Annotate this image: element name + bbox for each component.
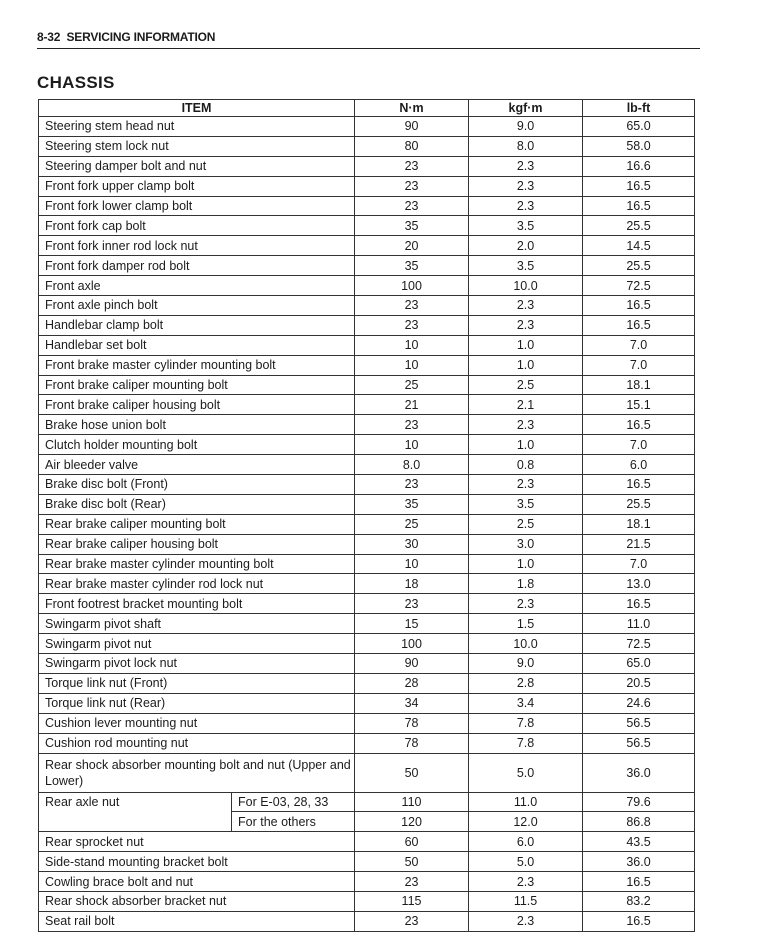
nm-cell: 15 (355, 614, 469, 634)
lbft-cell: 72.5 (583, 276, 695, 296)
lbft-cell: 16.5 (583, 911, 695, 931)
nm-cell: 90 (355, 654, 469, 674)
kgfm-cell: 2.3 (469, 475, 583, 495)
section-title: CHASSIS (37, 73, 115, 92)
item-cell: Swingarm pivot lock nut (39, 654, 355, 674)
item-cell: Rear brake master cylinder mounting bolt (39, 554, 355, 574)
nm-cell: 23 (355, 872, 469, 892)
nm-cell: 25 (355, 514, 469, 534)
kgfm-cell: 1.0 (469, 355, 583, 375)
table-row (39, 673, 695, 693)
nm-cell: 60 (355, 832, 469, 852)
nm-cell: 78 (355, 713, 469, 733)
table-row (39, 196, 695, 216)
item-cell: Rear sprocket nut (39, 832, 355, 852)
item-cell: Side-stand mounting bracket bolt (39, 852, 355, 872)
item-cell: Cushion lever mounting nut (39, 713, 355, 733)
item-cell: Front fork inner rod lock nut (39, 236, 355, 256)
table-header-row (39, 100, 695, 117)
kgfm-cell: 1.0 (469, 435, 583, 455)
table-row (39, 156, 695, 176)
kgfm-cell: 1.0 (469, 554, 583, 574)
table-row (39, 335, 695, 355)
item-cell: Cushion rod mounting nut (39, 733, 355, 753)
lbft-cell: 86.8 (583, 812, 695, 832)
table-row (39, 574, 695, 594)
nm-cell: 23 (355, 315, 469, 335)
table-row (39, 296, 695, 316)
nm-cell: 10 (355, 335, 469, 355)
item-cell: Air bleeder valve (39, 455, 355, 475)
table-row (39, 852, 695, 872)
table-body-tail (39, 832, 695, 931)
nm-cell: 115 (355, 891, 469, 911)
nm-cell: 50 (355, 753, 469, 792)
nm-cell: 23 (355, 176, 469, 196)
lbft-cell: 56.5 (583, 733, 695, 753)
item-cell: Rear shock absorber mounting bolt and nut (Upper and Lower) (39, 753, 355, 792)
nm-cell: 10 (355, 355, 469, 375)
item-cell: Torque link nut (Front) (39, 673, 355, 693)
item-cell: Steering stem head nut (39, 117, 355, 137)
lbft-cell: 25.5 (583, 216, 695, 236)
item-cell: Seat rail bolt (39, 911, 355, 931)
lbft-cell: 7.0 (583, 554, 695, 574)
item-cell: Steering damper bolt and nut (39, 156, 355, 176)
item-cell: Front axle (39, 276, 355, 296)
table-row (39, 554, 695, 574)
table-row (39, 455, 695, 475)
nm-cell: 100 (355, 634, 469, 654)
kgfm-cell: 2.3 (469, 594, 583, 614)
table-row (39, 713, 695, 733)
nm-cell: 28 (355, 673, 469, 693)
table-row (39, 911, 695, 931)
kgfm-cell: 11.0 (469, 792, 583, 812)
page-number: 8-32 (37, 30, 61, 44)
lbft-cell: 6.0 (583, 455, 695, 475)
page-header (37, 30, 700, 49)
item-cell: Swingarm pivot nut (39, 634, 355, 654)
lbft-cell: 16.5 (583, 296, 695, 316)
kgfm-cell: 6.0 (469, 832, 583, 852)
lbft-cell: 65.0 (583, 117, 695, 137)
item-cell: Rear brake caliper mounting bolt (39, 514, 355, 534)
table-row (39, 753, 695, 792)
kgfm-cell: 2.3 (469, 176, 583, 196)
column-header-nm: N·m (355, 100, 469, 117)
table-row (39, 315, 695, 335)
lbft-cell: 79.6 (583, 792, 695, 812)
nm-cell: 78 (355, 733, 469, 753)
kgfm-cell: 5.0 (469, 852, 583, 872)
kgfm-cell: 3.5 (469, 256, 583, 276)
lbft-cell: 7.0 (583, 355, 695, 375)
kgfm-cell: 3.0 (469, 534, 583, 554)
lbft-cell: 7.0 (583, 335, 695, 355)
table-row (39, 276, 695, 296)
item-cell: Rear brake caliper housing bolt (39, 534, 355, 554)
table-row (39, 355, 695, 375)
item-cell: Front brake caliper mounting bolt (39, 375, 355, 395)
item-cell: Front fork damper rod bolt (39, 256, 355, 276)
lbft-cell: 72.5 (583, 634, 695, 654)
column-header-lbft: lb-ft (583, 100, 695, 117)
kgfm-cell: 2.8 (469, 673, 583, 693)
nm-cell: 35 (355, 256, 469, 276)
item-cell: Cowling brace bolt and nut (39, 872, 355, 892)
table-row (39, 415, 695, 435)
kgfm-cell: 10.0 (469, 276, 583, 296)
kgfm-cell: 2.3 (469, 296, 583, 316)
table-row (39, 117, 695, 137)
lbft-cell: 11.0 (583, 614, 695, 634)
table-row (39, 872, 695, 892)
item-cell: Rear brake master cylinder rod lock nut (39, 574, 355, 594)
nm-cell: 20 (355, 236, 469, 256)
nm-cell: 35 (355, 216, 469, 236)
kgfm-cell: 11.5 (469, 891, 583, 911)
table-row (39, 891, 695, 911)
item-cell: Front brake master cylinder mounting bolt (39, 355, 355, 375)
column-header-item: ITEM (39, 100, 355, 117)
nm-cell: 23 (355, 196, 469, 216)
lbft-cell: 21.5 (583, 534, 695, 554)
table-row (39, 395, 695, 415)
nm-cell: 120 (355, 812, 469, 832)
lbft-cell: 36.0 (583, 852, 695, 872)
kgfm-cell: 0.8 (469, 455, 583, 475)
table-body-special (39, 753, 695, 832)
kgfm-cell: 2.1 (469, 395, 583, 415)
lbft-cell: 16.5 (583, 315, 695, 335)
lbft-cell: 43.5 (583, 832, 695, 852)
nm-cell: 23 (355, 156, 469, 176)
lbft-cell: 58.0 (583, 136, 695, 156)
table-row (39, 475, 695, 495)
nm-cell: 100 (355, 276, 469, 296)
nm-cell: 23 (355, 475, 469, 495)
lbft-cell: 16.5 (583, 176, 695, 196)
table-row (39, 216, 695, 236)
kgfm-cell: 12.0 (469, 812, 583, 832)
nm-cell: 23 (355, 911, 469, 931)
lbft-cell: 16.5 (583, 196, 695, 216)
nm-cell: 90 (355, 117, 469, 137)
table-row (39, 654, 695, 674)
item-cell: Brake hose union bolt (39, 415, 355, 435)
item-cell: Front axle pinch bolt (39, 296, 355, 316)
kgfm-cell: 1.5 (469, 614, 583, 634)
table-row (39, 136, 695, 156)
kgfm-cell: 3.4 (469, 693, 583, 713)
kgfm-cell: 3.5 (469, 494, 583, 514)
table-row (39, 792, 695, 812)
item-cell: Steering stem lock nut (39, 136, 355, 156)
item-cell: Handlebar clamp bolt (39, 315, 355, 335)
nm-cell: 18 (355, 574, 469, 594)
kgfm-cell: 2.5 (469, 375, 583, 395)
item-cell: Front fork lower clamp bolt (39, 196, 355, 216)
kgfm-cell: 3.5 (469, 216, 583, 236)
kgfm-cell: 10.0 (469, 634, 583, 654)
kgfm-cell: 2.3 (469, 196, 583, 216)
lbft-cell: 20.5 (583, 673, 695, 693)
lbft-cell: 18.1 (583, 375, 695, 395)
kgfm-cell: 2.3 (469, 415, 583, 435)
kgfm-cell: 2.3 (469, 911, 583, 931)
table-row (39, 634, 695, 654)
table-row (39, 534, 695, 554)
nm-cell: 35 (355, 494, 469, 514)
sub-item-cell: For E-03, 28, 33 (232, 792, 355, 812)
nm-cell: 110 (355, 792, 469, 812)
lbft-cell: 7.0 (583, 435, 695, 455)
kgfm-cell: 7.8 (469, 713, 583, 733)
item-cell: Torque link nut (Rear) (39, 693, 355, 713)
lbft-cell: 36.0 (583, 753, 695, 792)
table-row (39, 514, 695, 534)
lbft-cell: 14.5 (583, 236, 695, 256)
lbft-cell: 16.6 (583, 156, 695, 176)
torque-table (38, 99, 695, 932)
section-name: SERVICING INFORMATION (66, 30, 216, 44)
item-cell: Front footrest bracket mounting bolt (39, 594, 355, 614)
kgfm-cell: 2.0 (469, 236, 583, 256)
nm-cell: 23 (355, 415, 469, 435)
nm-cell: 25 (355, 375, 469, 395)
nm-cell: 34 (355, 693, 469, 713)
lbft-cell: 83.2 (583, 891, 695, 911)
table-row (39, 176, 695, 196)
lbft-cell: 18.1 (583, 514, 695, 534)
table-row (39, 614, 695, 634)
lbft-cell: 16.5 (583, 872, 695, 892)
kgfm-cell: 1.8 (469, 574, 583, 594)
kgfm-cell: 9.0 (469, 654, 583, 674)
lbft-cell: 25.5 (583, 494, 695, 514)
lbft-cell: 16.5 (583, 475, 695, 495)
nm-cell: 50 (355, 852, 469, 872)
kgfm-cell: 2.3 (469, 156, 583, 176)
kgfm-cell: 8.0 (469, 136, 583, 156)
item-cell: Front fork upper clamp bolt (39, 176, 355, 196)
table-row (39, 693, 695, 713)
lbft-cell: 16.5 (583, 415, 695, 435)
sub-item-cell: For the others (232, 812, 355, 832)
table-row (39, 832, 695, 852)
item-cell: Swingarm pivot shaft (39, 614, 355, 634)
item-cell: Brake disc bolt (Rear) (39, 494, 355, 514)
item-cell: Brake disc bolt (Front) (39, 475, 355, 495)
nm-cell: 30 (355, 534, 469, 554)
item-cell: Clutch holder mounting bolt (39, 435, 355, 455)
lbft-cell: 56.5 (583, 713, 695, 733)
kgfm-cell: 9.0 (469, 117, 583, 137)
table-row (39, 435, 695, 455)
nm-cell: 23 (355, 296, 469, 316)
nm-cell: 10 (355, 554, 469, 574)
nm-cell: 8.0 (355, 455, 469, 475)
kgfm-cell: 7.8 (469, 733, 583, 753)
lbft-cell: 16.5 (583, 594, 695, 614)
lbft-cell: 24.6 (583, 693, 695, 713)
kgfm-cell: 1.0 (469, 335, 583, 355)
table-row (39, 733, 695, 753)
lbft-cell: 25.5 (583, 256, 695, 276)
item-cell: Rear shock absorber bracket nut (39, 891, 355, 911)
table-row (39, 375, 695, 395)
column-header-kgfm: kgf·m (469, 100, 583, 117)
table-row (39, 494, 695, 514)
item-cell: Front fork cap bolt (39, 216, 355, 236)
table-row (39, 594, 695, 614)
item-cell: Front brake caliper housing bolt (39, 395, 355, 415)
lbft-cell: 13.0 (583, 574, 695, 594)
nm-cell: 23 (355, 594, 469, 614)
table-row (39, 236, 695, 256)
item-cell: Handlebar set bolt (39, 335, 355, 355)
lbft-cell: 65.0 (583, 654, 695, 674)
nm-cell: 21 (355, 395, 469, 415)
kgfm-cell: 2.5 (469, 514, 583, 534)
item-cell: Rear axle nut (39, 792, 232, 832)
nm-cell: 10 (355, 435, 469, 455)
kgfm-cell: 5.0 (469, 753, 583, 792)
lbft-cell: 15.1 (583, 395, 695, 415)
table-body (39, 117, 695, 754)
kgfm-cell: 2.3 (469, 315, 583, 335)
table-row (39, 256, 695, 276)
nm-cell: 80 (355, 136, 469, 156)
kgfm-cell: 2.3 (469, 872, 583, 892)
